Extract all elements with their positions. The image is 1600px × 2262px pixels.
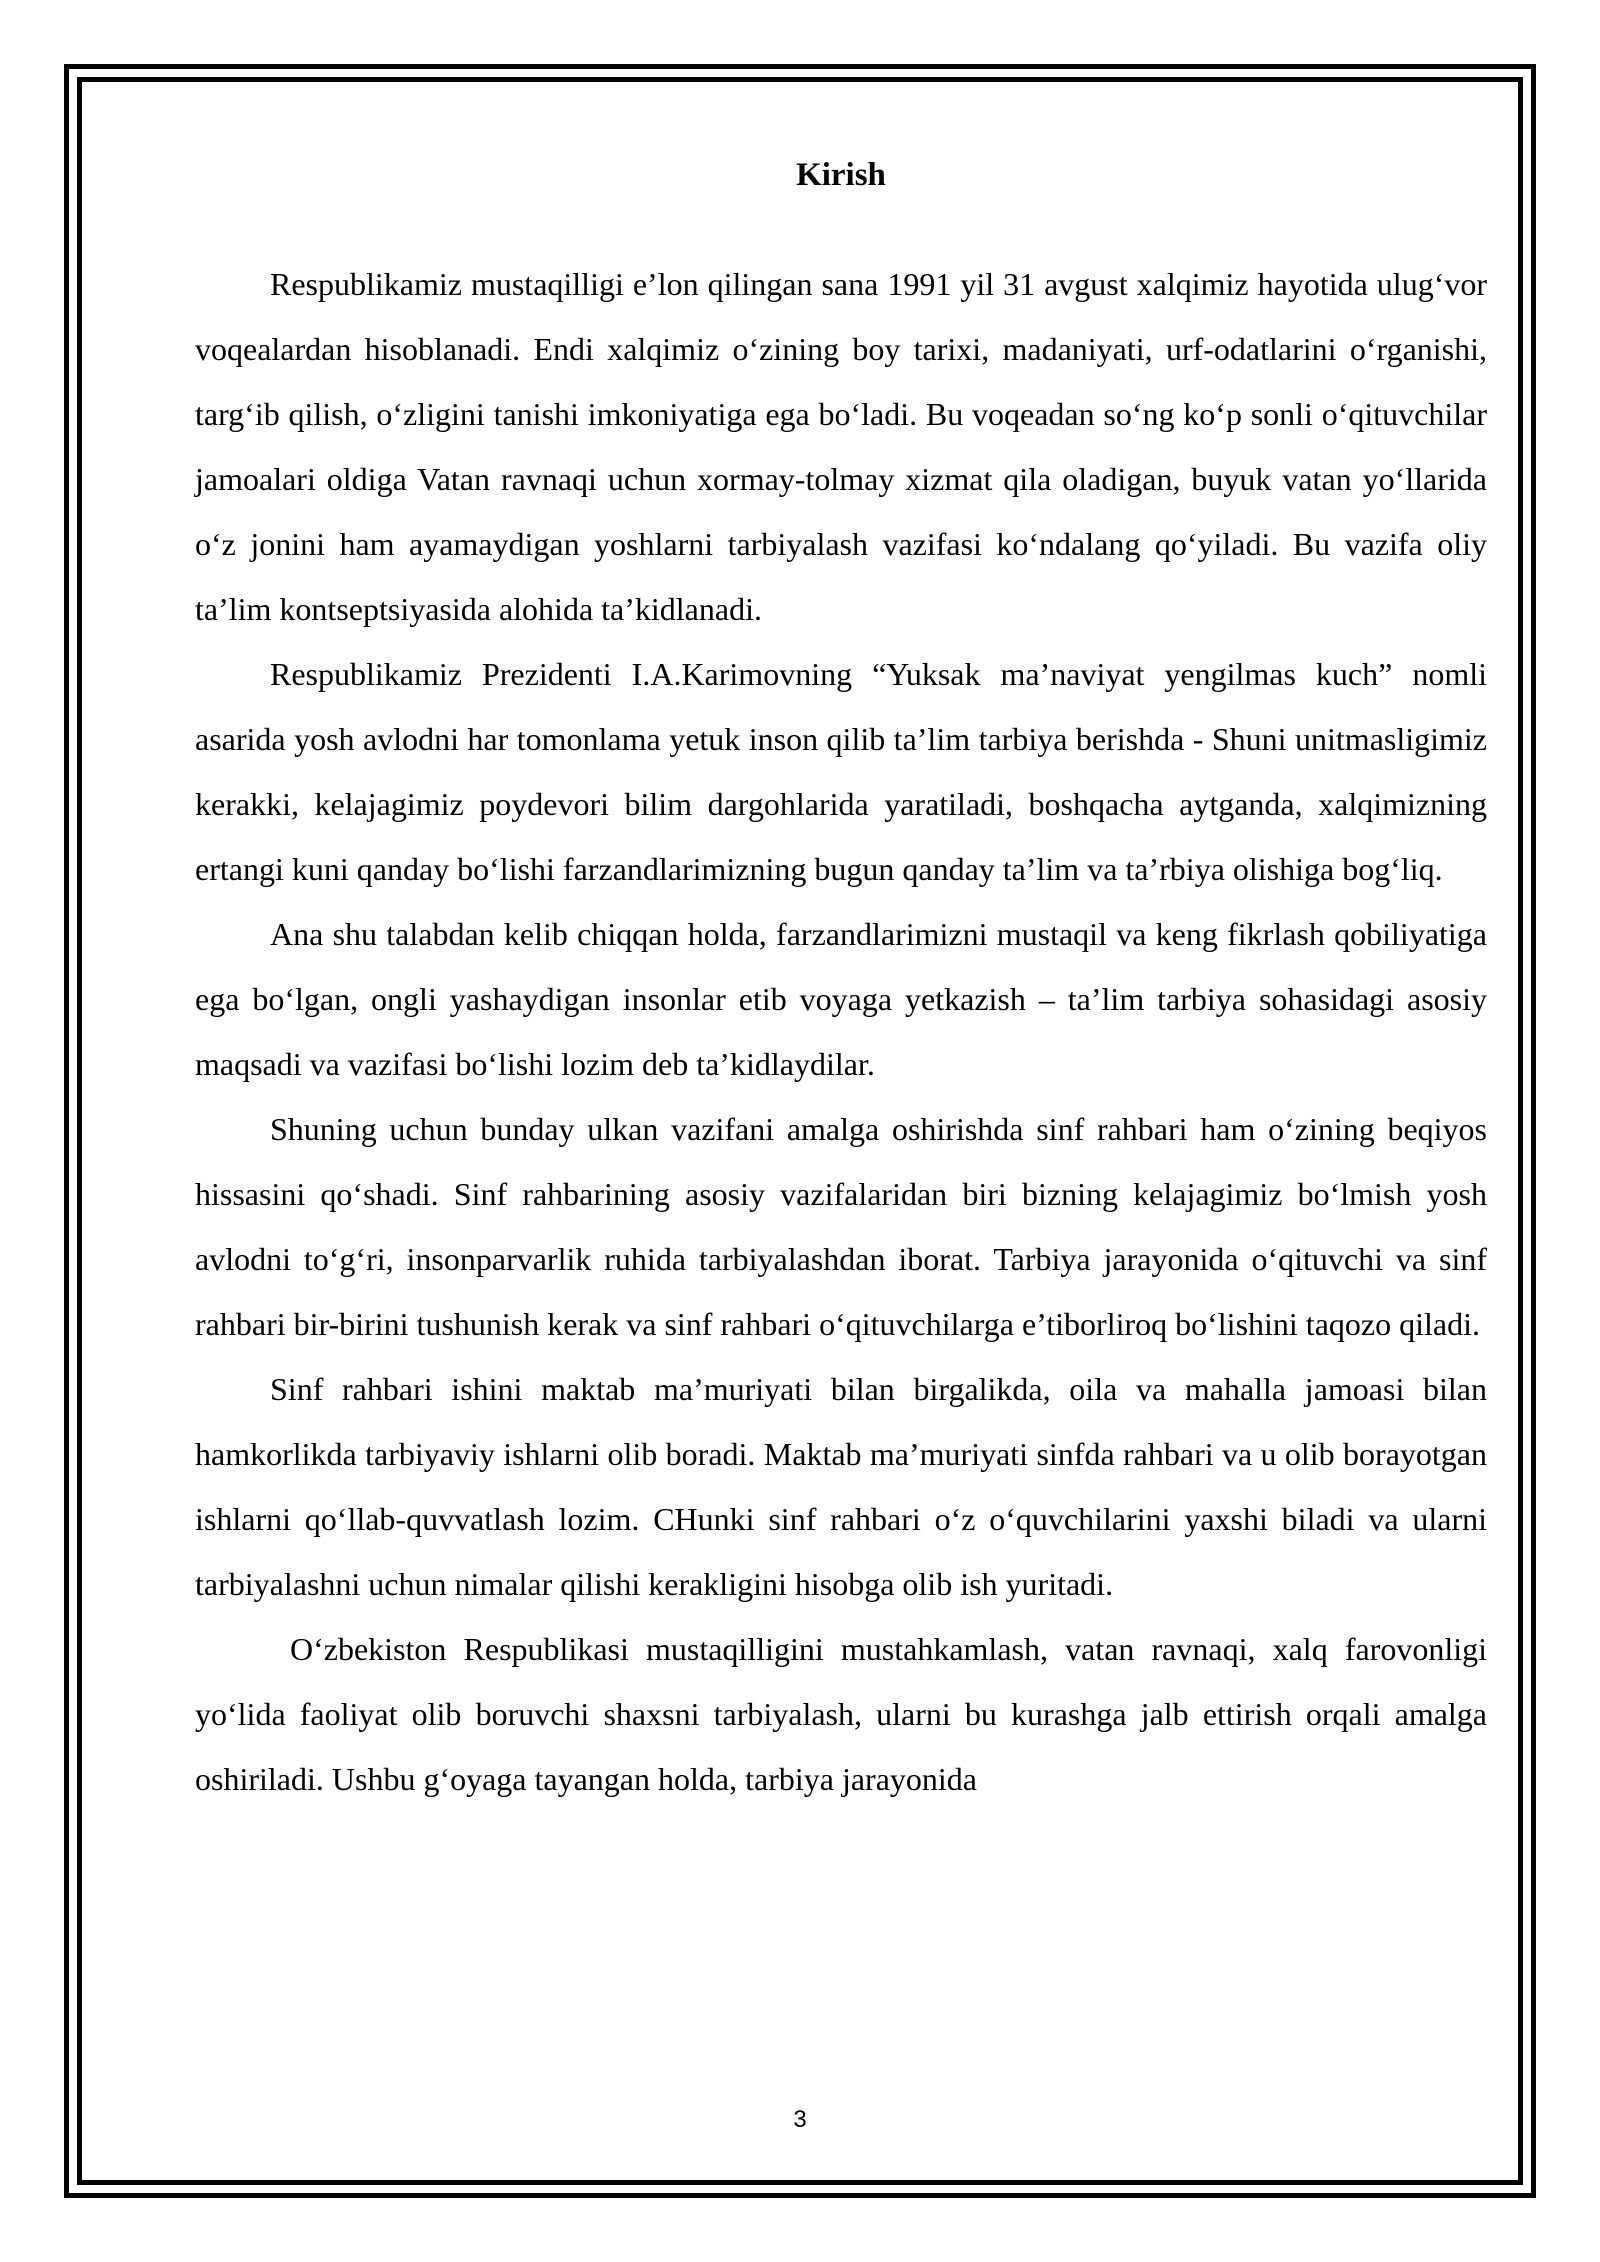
page-title: Kirish [796, 157, 886, 193]
paragraph-4: Shuning uchun bunday ulkan vazifani amalga oshirishda sinf rahbari ham o‘zining beqiyos hissasini qo‘shadi. Sinf rahbarining asosiy vazifalaridan biri bizning kelajagimiz bo‘lmish yosh avlodni to‘g‘ri, insonparvarlik ruhida tarbiyalashdan iborat. Tarbiya jarayonida o‘qituvchi va sinf rahbari bir-birini tushunish kerak va sinf rahbari o‘qituvchilarga e’tiborliroq bo‘lishini taqozo qiladi. [195, 1111, 1487, 1342]
paragraph-5: Sinf rahbari ishini maktab ma’muriyati bilan birgalikda, oila va mahalla jamoasi bilan hamkorlikda tarbiyaviy ishlarni olib boradi. Maktab ma’muriyati sinfda rahbari va u olib borayotgan ishlarni qo‘llab-quvvatlash lozim. CHunki sinf rahbari o‘z o‘quvchilarini yaxshi biladi va ularni tarbiyalashni uchun nimalar qilishi kerakligini hisobga olib ish yuritadi. [195, 1371, 1487, 1602]
page-number: 3 [793, 2106, 807, 2133]
paragraph-3: Ana shu talabdan kelib chiqqan holda, farzandlarimizni mustaqil va keng fikrlash qobiliyatiga ega bo‘lgan, ongli yashaydigan insonlar etib voyaga yetkazish – ta’lim tarbiya sohasidagi asosiy maqsadi va vazifasi bo‘lishi lozim deb ta’kidlaydilar. [195, 916, 1487, 1082]
paragraph-1: Respublikamiz mustaqilligi e’lon qilingan sana 1991 yil 31 avgust xalqimiz hayotida ulug‘vor voqealardan hisoblanadi. Endi xalqimiz o‘zining boy tarixi, madaniyati, urf-odatlarini o‘rganishi, targ‘ib qilish, o‘zligini tanishi imkoniyatiga ega bo‘ladi. Bu voqeadan so‘ng ko‘p sonli o‘qituvchilar jamoalari oldiga Vatan ravnaqi uchun xormay-tolmay xizmat qila oladigan, buyuk vatan yo‘llarida o‘z jonini ham ayamaydigan yoshlarni tarbiyalash vazifasi ko‘ndalang qo‘yiladi. Bu vazifa oliy ta’lim kontseptsiyasida alohida ta’kidlanadi. [195, 266, 1487, 627]
document-body [195, 150, 1487, 1812]
paragraph-6: O‘zbekiston Respublikasi mustaqilligini mustahkamlash, vatan ravnaqi, xalq farovonligi yo‘lida faoliyat olib boruvchi shaxsni tarbiyalash, ularni bu kurashga jalb ettirish orqali amalga oshiriladi. Ushbu g‘oyaga tayangan holda, tarbiya jarayonida [195, 1631, 1487, 1797]
paragraph-2: Respublikamiz Prezidenti I.A.Karimovning “Yuksak ma’naviyat yengilmas kuch” nomli asarida yosh avlodni har tomonlama yetuk inson qilib ta’lim tarbiya berishda - Shuni unitmasligimiz kerakki, kelajagimiz poydevori bilim dargohlarida yaratiladi, boshqacha aytganda, xalqimizning ertangi kuni qanday bo‘lishi farzandlarimizning bugun qanday ta’lim va ta’rbiya olishiga bog‘liq. [195, 656, 1487, 887]
